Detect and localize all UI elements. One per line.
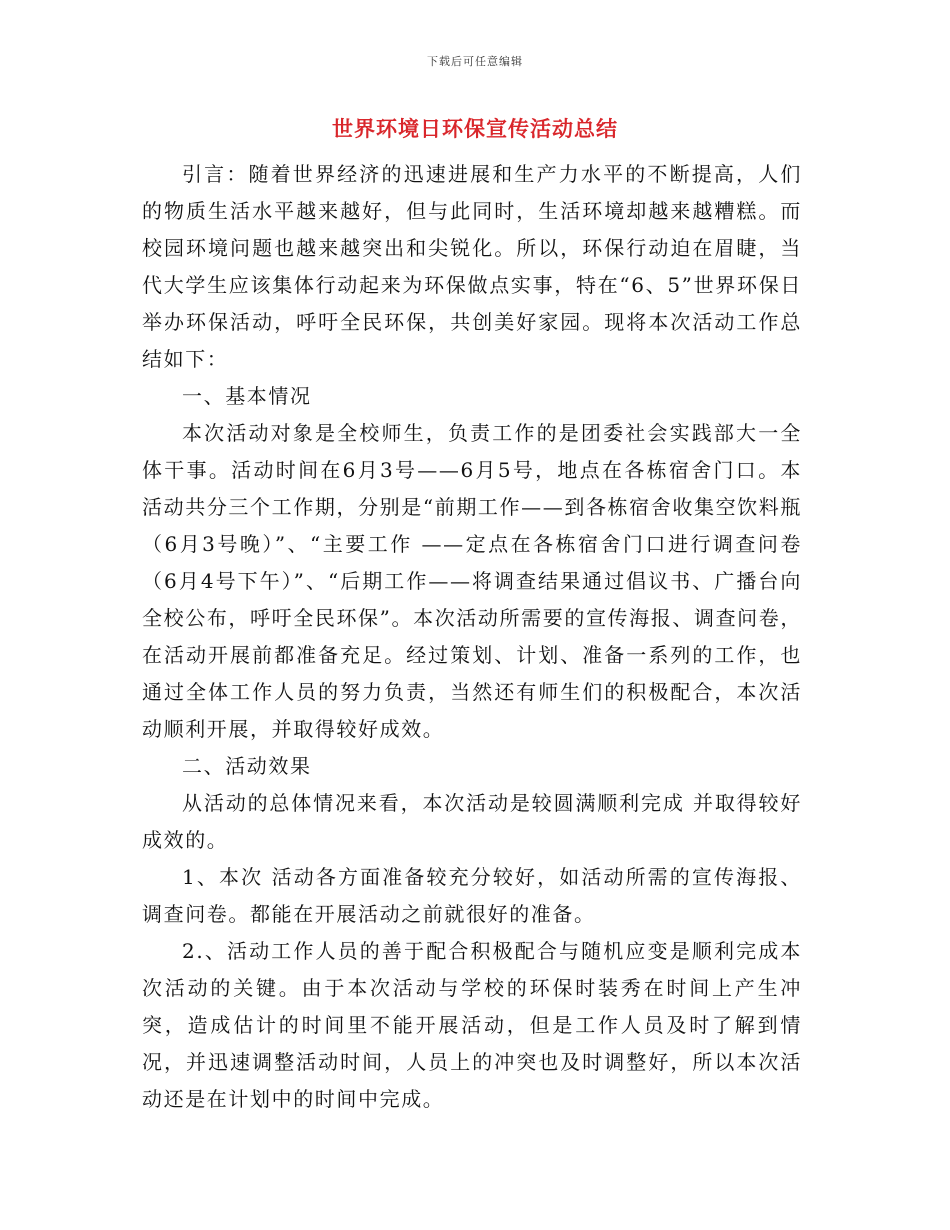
paragraph-point-1: 1、本次 活动各方面准备较充分较好，如活动所需的宣传海报、调查问卷。都能在开展活动之前就很好的准备。 bbox=[142, 865, 802, 926]
section-heading-basic-situation: 一、基本情况 bbox=[182, 384, 312, 408]
page-header-note: 下载后可任意编辑 bbox=[427, 55, 523, 68]
section-heading-activity-effect: 二、活动效果 bbox=[182, 754, 312, 778]
document-body bbox=[142, 156, 802, 1118]
paragraph-basic-situation: 本次活动对象是全校师生，负责工作的是团委社会实践部大一全体干事。活动时间在6月3号——6月5号，地点在各栋宿舍门口。本活动共分三个工作期，分别是“前期工作——到各栋宿舍收集空饮料瓶（6月3号晚）”、“主要工作 ——定点在各栋宿舍门口进行调查问卷（6月4号下午）”、“后期工作——将调查结果通过倡议书、广播台向全校公布，呼吁全民环保”。本次活动所需要的宣传海报、调查问卷，在活动开展前都准备充足。经过策划、计划、准备一系列的工作，也通过全体工作人员的努力负责，当然还有师生们的积极配合，本次活动顺利开展，并取得较好成效。 bbox=[142, 421, 802, 741]
document-title: 世界环境日环保宣传活动总结 bbox=[332, 116, 618, 141]
paragraph-point-2: 2.、活动工作人员的善于配合积极配合与随机应变是顺利完成本次活动的关键。由于本次活动与学校的环保时装秀在时间上产生冲突，造成估计的时间里不能开展活动，但是工作人员及时了解到情况，并迅速调整活动时间，人员上的冲突也及时调整好，所以本次活动还是在计划中的时间中完成。 bbox=[142, 939, 802, 1111]
paragraph-intro: 引言：随着世界经济的迅速进展和生产力水平的不断提高，人们的物质生活水平越来越好，但与此同时，生活环境却越来越糟糕。而校园环境问题也越来越突出和尖锐化。所以，环保行动迫在眉睫，当代大学生应该集体行动起来为环保做点实事，特在“6、5”世界环保日举办环保活动，呼吁全民环保，共创美好家园。现将本次活动工作总结如下： bbox=[142, 162, 802, 371]
paragraph-overall-effect: 从活动的总体情况来看，本次活动是较圆满顺利完成 并取得较好成效的。 bbox=[142, 791, 802, 852]
